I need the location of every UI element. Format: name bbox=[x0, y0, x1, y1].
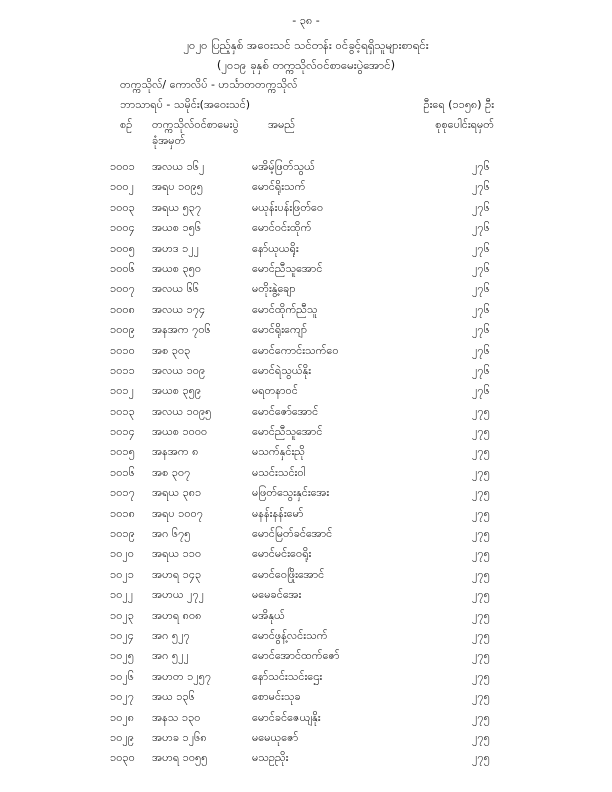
table-row bbox=[0, 323, 612, 343]
marks-cell: ၂၇၆ bbox=[472, 282, 490, 296]
roll-cell: အဟရ ၈၀၈ bbox=[152, 608, 202, 622]
serial-cell: ၁၀၂၄ bbox=[110, 628, 134, 642]
name-cell: နော်သင်းသင်းဌေး bbox=[252, 669, 323, 683]
serial-cell: ၁၀၀၁ bbox=[110, 160, 135, 173]
name-cell: မအိမ့်ဖြတ်သွယ် bbox=[252, 160, 315, 173]
marks-cell: ၂၇၅ bbox=[472, 404, 490, 418]
roll-cell: အဟတ ၁၂၅၇ bbox=[152, 669, 212, 683]
name-cell: မောင်ဇော်အောင် bbox=[252, 404, 319, 418]
marks-cell: ၂၇၅ bbox=[472, 465, 490, 479]
roll-cell: အဟယ ၂၇၂ bbox=[152, 588, 205, 602]
name-cell: မောင်ဖွန့်လင်းသက် bbox=[252, 628, 328, 642]
column-header-roll: တက္ကသိုလ်ဝင်စာမေးပွဲ bbox=[152, 118, 239, 131]
name-cell: မောင်ရဲသွယ်နိုး bbox=[252, 363, 311, 377]
marks-cell: ၂၇၆ bbox=[472, 160, 490, 173]
name-cell: မရတနာဝင် bbox=[252, 384, 298, 398]
marks-cell: ၂၇၆ bbox=[472, 200, 490, 214]
table-row bbox=[0, 303, 612, 323]
table-row bbox=[0, 527, 612, 547]
table-row bbox=[0, 547, 612, 567]
table-row bbox=[0, 262, 612, 282]
name-cell: မောင်ဝင်းထိုက် bbox=[252, 221, 312, 235]
name-cell: မဖြတ်သွေးနှင်းအေး bbox=[252, 486, 330, 500]
table-row bbox=[0, 649, 612, 669]
name-cell: မသက်နှင်းညို bbox=[252, 445, 305, 459]
name-cell: မယုန်းပန်းဖြတ်ဝေ bbox=[252, 200, 324, 214]
table-row bbox=[0, 201, 612, 221]
document-title: ၂၀၂၀ ပြည့်နှစ် အဝေးသင် သင်တန်း ဝင်ခွင့်ရရှိသူများစာရင်း bbox=[183, 38, 429, 52]
serial-cell: ၁၀၁၇ bbox=[110, 486, 135, 500]
roll-cell: အလယ ၁၇၄ bbox=[152, 302, 206, 316]
roll-cell: အဂ ၅၂၇ bbox=[152, 628, 190, 642]
table-row bbox=[0, 221, 612, 241]
serial-cell: ၁၀၀၇ bbox=[110, 282, 135, 296]
marks-cell: ၂၇၆ bbox=[472, 241, 490, 255]
name-cell: နော်ယုယရိုး bbox=[252, 241, 299, 255]
serial-cell: ၁၀၁၃ bbox=[110, 404, 135, 418]
marks-cell: ၂၇၅ bbox=[472, 486, 490, 500]
table-row bbox=[0, 690, 612, 710]
marks-cell: ၂၇၅ bbox=[472, 588, 490, 602]
table-row bbox=[0, 588, 612, 608]
name-cell: မတိုးနွဲ့ချော bbox=[252, 282, 296, 296]
roll-cell: အနအက ၈ bbox=[152, 445, 199, 459]
roll-cell: အယ ၁၃၆ bbox=[152, 690, 195, 704]
table-row bbox=[0, 670, 612, 690]
serial-cell: ၁၀၀၈ bbox=[110, 302, 135, 316]
marks-cell: ၂၇၆ bbox=[472, 261, 490, 275]
marks-cell: ၂၇၅ bbox=[472, 445, 490, 459]
table-row bbox=[0, 466, 612, 486]
table-row bbox=[0, 384, 612, 404]
roll-cell: အဟခ ၁၂၆၈ bbox=[152, 730, 207, 744]
roll-cell: အယစ ၃၅၀ bbox=[152, 261, 202, 275]
serial-cell: ၁၀၂၈ bbox=[110, 710, 135, 724]
serial-cell: ၁၀၁၅ bbox=[110, 445, 135, 459]
name-cell: မနန်းနန်းမော် bbox=[252, 506, 304, 520]
column-header-name: အမည် bbox=[268, 118, 296, 131]
page-number: - ၃၈ - bbox=[292, 14, 320, 27]
roll-cell: အဟဒ ၁၂၂ bbox=[152, 241, 200, 255]
name-cell: မသဥညိုး bbox=[252, 751, 289, 765]
table-row bbox=[0, 282, 612, 302]
table-row bbox=[0, 180, 612, 200]
marks-cell: ၂၇၅ bbox=[472, 567, 490, 581]
name-cell: မောင်ကောင်းသက်ဝေ bbox=[252, 343, 339, 357]
serial-cell: ၁၀၀၅ bbox=[110, 241, 135, 255]
table-row bbox=[0, 507, 612, 527]
serial-cell: ၁၀၀၄ bbox=[110, 221, 135, 235]
roll-cell: အဂ ၅၂၂ bbox=[152, 649, 189, 663]
name-cell: မမေယုဇော် bbox=[252, 730, 299, 744]
table-row bbox=[0, 609, 612, 629]
marks-cell: ၂၇၅ bbox=[472, 669, 490, 683]
marks-cell: ၂၇၅ bbox=[472, 649, 490, 663]
serial-cell: ၁၀၂၃ bbox=[110, 608, 134, 622]
table-row bbox=[0, 344, 612, 364]
roll-cell: အရယ ၅၃၇ bbox=[152, 200, 202, 214]
name-cell: မောင်မင်းဝေရိုး bbox=[252, 547, 312, 561]
name-cell: မောင်ညီသူအောင် bbox=[252, 425, 323, 439]
name-cell: စောမင်းသုခ bbox=[252, 690, 301, 704]
name-cell: မအိနုယ် bbox=[252, 608, 285, 622]
serial-cell: ၁၀၃၀ bbox=[110, 751, 135, 765]
marks-cell: ၂၇၅ bbox=[472, 547, 490, 561]
marks-cell: ၂၇၆ bbox=[472, 221, 490, 235]
table-row bbox=[0, 731, 612, 751]
name-cell: မမေခင်အေး bbox=[252, 588, 302, 602]
table-row bbox=[0, 629, 612, 649]
roll-cell: အယစ ၁၀၀၀ bbox=[152, 425, 208, 439]
serial-cell: ၁၀၂၇ bbox=[110, 690, 134, 704]
serial-cell: ၁၀၁၈ bbox=[110, 506, 135, 520]
table-row bbox=[0, 160, 612, 180]
name-cell: မောင်ညီသူအောင် bbox=[252, 261, 323, 275]
roll-cell: အရပ ၁၀၉၅ bbox=[152, 180, 203, 194]
serial-cell: ၁၀၀၂ bbox=[110, 180, 134, 194]
name-cell: မောင်ရိုးကျော် bbox=[252, 323, 307, 337]
marks-cell: ၂၇၅ bbox=[472, 608, 490, 622]
table-row bbox=[0, 425, 612, 445]
marks-cell: ၂၇၅ bbox=[472, 506, 490, 520]
marks-cell: ၂၇၅ bbox=[472, 690, 490, 704]
roll-cell: အနအက ၇၀၆ bbox=[152, 323, 211, 337]
marks-cell: ၂၇၅ bbox=[472, 751, 490, 765]
table-row bbox=[0, 445, 612, 465]
serial-cell: ၁၀၂၂ bbox=[110, 588, 134, 602]
marks-cell: ၂၇၅ bbox=[472, 527, 490, 541]
name-cell: မောင်ရိုးသက် bbox=[252, 180, 306, 194]
roll-cell: အလယ ၆၆ bbox=[152, 282, 199, 296]
marks-cell: ၂၇၅ bbox=[472, 710, 490, 724]
column-header-marks: စုစုပေါင်းရမှတ် bbox=[435, 118, 494, 131]
marks-cell: ၂၇၆ bbox=[472, 180, 490, 194]
university-line: တက္ကသိုလ်/ ကောလိပ် - ဟင်္သာတတက္ကသိုလ် bbox=[120, 78, 298, 91]
results-table bbox=[0, 160, 612, 772]
serial-cell: ၁၀၀၉ bbox=[110, 323, 135, 337]
serial-cell: ၁၀၁၁ bbox=[110, 363, 135, 377]
roll-cell: အရပ ၁၀၀၇ bbox=[152, 506, 203, 520]
roll-cell: အစ ၃၀၇ bbox=[152, 465, 191, 479]
table-row bbox=[0, 405, 612, 425]
table-row bbox=[0, 751, 612, 771]
roll-cell: အလယ ၁၀၉၅ bbox=[152, 404, 212, 418]
serial-cell: ၁၀၂၅ bbox=[110, 649, 134, 663]
marks-cell: ၂၇၆ bbox=[472, 343, 490, 357]
table-row bbox=[0, 486, 612, 506]
serial-cell: ၁၀၂၆ bbox=[110, 669, 134, 683]
table-row bbox=[0, 364, 612, 384]
serial-cell: ၁၀၁၂ bbox=[110, 384, 134, 398]
roll-cell: အနသ ၁၃၀ bbox=[152, 710, 201, 724]
roll-cell: အရယ ၁၁၀ bbox=[152, 547, 202, 561]
major-line: ဘာသာရပ် - သမိုင်း(အဝေးသင်) bbox=[120, 98, 250, 111]
serial-cell: ၁၀၀၆ bbox=[110, 261, 135, 275]
marks-cell: ၂၇၆ bbox=[472, 384, 490, 398]
roll-cell: အရယ ၃၈၁ bbox=[152, 486, 202, 500]
serial-cell: ၁၀၂၀ bbox=[110, 547, 134, 561]
serial-cell: ၁၀၁၆ bbox=[110, 465, 135, 479]
table-row bbox=[0, 711, 612, 731]
name-cell: မောင်အောင်ထက်ဇော် bbox=[252, 649, 340, 663]
roll-cell: အဟရ ၁၄၃ bbox=[152, 567, 202, 581]
name-cell: မောင်မြတ်ခင်အောင် bbox=[252, 527, 333, 541]
column-header-serial: စဉ် bbox=[120, 118, 133, 131]
roll-cell: အဂ ၆၇၅ bbox=[152, 527, 191, 541]
roll-cell: အယစ ၃၅၉ bbox=[152, 384, 202, 398]
marks-cell: ၂၇၆ bbox=[472, 302, 490, 316]
name-cell: မသင်းသင်းဝါ bbox=[252, 465, 306, 479]
roll-cell: အယစ ၁၅၆ bbox=[152, 221, 202, 235]
marks-cell: ၂၇၆ bbox=[472, 363, 490, 377]
column-header-roll-line2: ခုံအမှတ် bbox=[152, 134, 186, 147]
roll-cell: အဟရ ၁၀၅၅ bbox=[152, 751, 208, 765]
marks-cell: ၂၇၅ bbox=[472, 425, 490, 439]
marks-cell: ၂၇၅ bbox=[472, 628, 490, 642]
serial-cell: ၁၀၁၄ bbox=[110, 425, 135, 439]
document-subtitle: (၂၀၁၉ ခုနှစ် တက္ကသိုလ်ဝင်စာမေးပွဲအောင်) bbox=[216, 58, 396, 72]
name-cell: မောင်ထိုက်ညီသူ bbox=[252, 302, 318, 316]
table-row bbox=[0, 242, 612, 262]
roll-cell: အစ ၃၀၃ bbox=[152, 343, 191, 357]
serial-cell: ၁၀၂၉ bbox=[110, 730, 134, 744]
serial-cell: ၁၀၁၉ bbox=[110, 527, 135, 541]
serial-cell: ၁၀၀၃ bbox=[110, 200, 135, 214]
name-cell: မောင်ဝေဖြိုးအောင် bbox=[252, 567, 325, 581]
count-line: ဦးရေ (၁၁၅၈) ဦး bbox=[423, 98, 494, 111]
name-cell: မောင်ခင်ဇေယျနိုး bbox=[252, 710, 321, 724]
table-row bbox=[0, 568, 612, 588]
roll-cell: အလယ ၁၀၉ bbox=[152, 363, 206, 377]
serial-cell: ၁၀၂၁ bbox=[110, 567, 134, 581]
marks-cell: ၂၇၅ bbox=[472, 730, 490, 744]
serial-cell: ၁၀၁၀ bbox=[110, 343, 135, 357]
marks-cell: ၂၇၆ bbox=[472, 323, 490, 337]
roll-cell: အလယ ၁၆၂ bbox=[152, 160, 205, 173]
